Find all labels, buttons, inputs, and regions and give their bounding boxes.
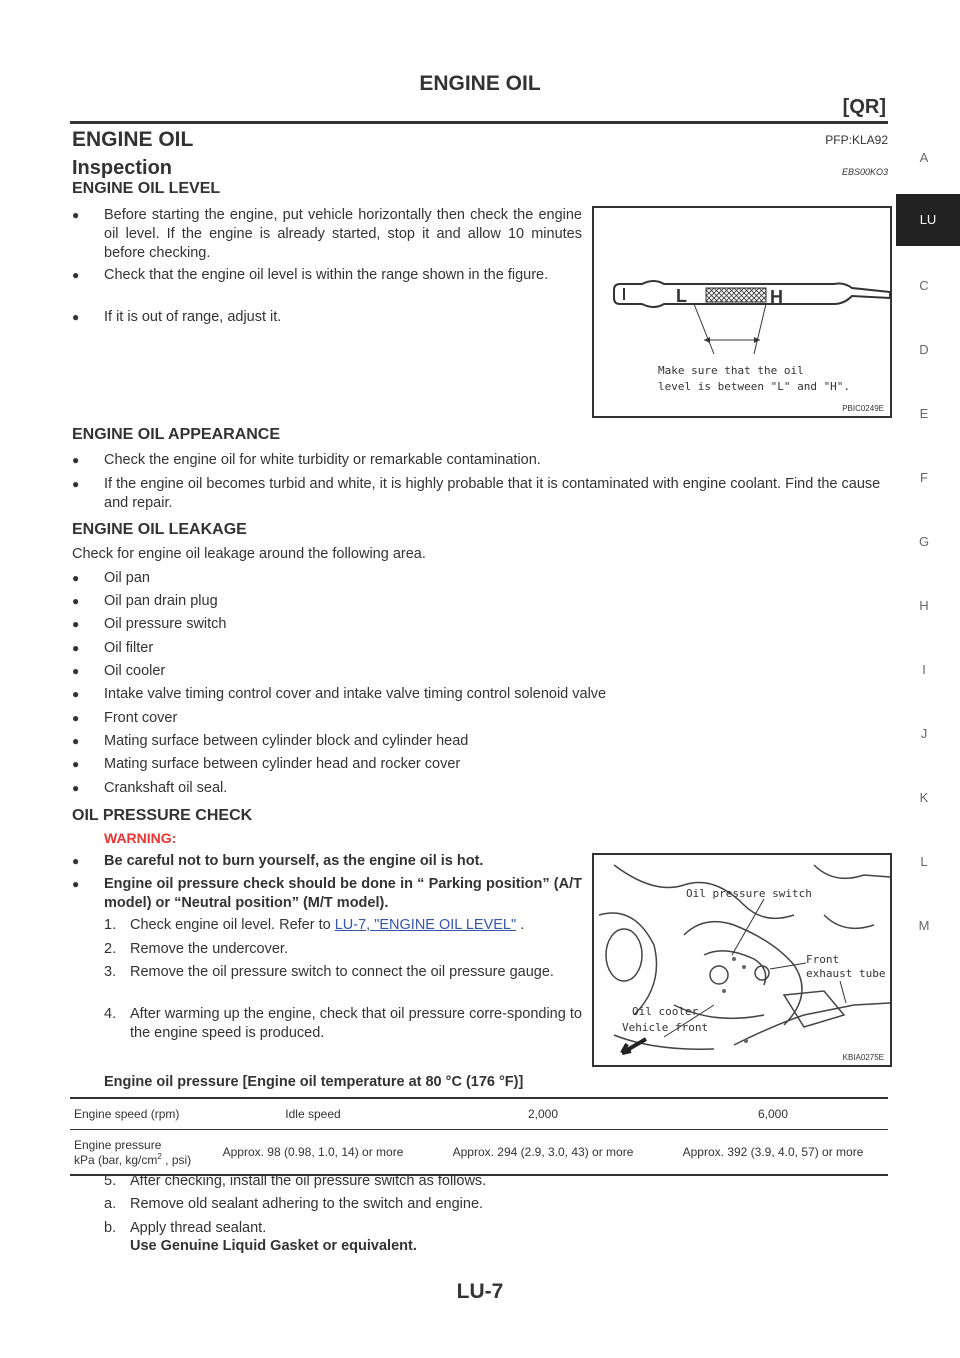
list-item: ● Crankshaft oil seal. (72, 780, 228, 796)
dipstick-figure (592, 206, 892, 418)
list-item: ● Check that the engine oil level is within the range shown in the figure. (72, 267, 549, 283)
bullet-icon: ● (72, 208, 80, 222)
part-code: PFP:KLA92 (825, 133, 888, 147)
svg-text:Oil pressure switch: Oil pressure switch (686, 887, 812, 900)
pressure-check-heading: OIL PRESSURE CHECK (72, 807, 253, 824)
list-item: ● Before starting the engine, put vehicle horizontally then check the engine oil level. If the engine is already started, stop it and allow 10 minutes before checking. (72, 207, 582, 261)
sidebar-index-lu-active[interactable]: LU (896, 194, 960, 246)
lu-7-engine-oil-level-link[interactable]: LU-7, "ENGINE OIL LEVEL" (334, 917, 517, 933)
svg-text:L: L (676, 286, 687, 306)
step-item: b. Apply thread sealant. (104, 1220, 267, 1236)
engine-bay-illustration (594, 855, 890, 1065)
bullet-icon: ● (72, 641, 80, 655)
bullet-icon: ● (72, 877, 80, 891)
bullet-icon: ● (72, 734, 80, 748)
list-item: ● Check the engine oil for white turbidity or remarkable contamination. (72, 452, 541, 468)
oil-appearance-heading: ENGINE OIL APPEARANCE (72, 426, 281, 443)
list-item: ● Oil filter (72, 640, 154, 656)
list-item: ● If the engine oil becomes turbid and white, it is highly probable that it is contaminated with engine coolant. Find the cause and repair. (72, 476, 881, 511)
bullet-icon: ● (72, 594, 80, 608)
bullet-icon: ● (72, 453, 80, 467)
sidebar-index-i[interactable]: I (922, 662, 926, 677)
bullet-icon: ● (72, 310, 80, 324)
oil-pressure-switch-figure (592, 853, 892, 1067)
sidebar-index-c[interactable]: C (919, 278, 929, 293)
list-item: ● Front cover (72, 710, 178, 726)
list-item: ● Mating surface between cylinder head and rocker cover (72, 756, 461, 772)
oil-leakage-heading: ENGINE OIL LEAKAGE (72, 521, 247, 538)
oil-level-heading: ENGINE OIL LEVEL (72, 180, 221, 197)
list-item: ● Mating surface between cylinder block and cylinder head (72, 733, 469, 749)
sidebar-index-j[interactable]: J (920, 726, 928, 741)
list-item: ● Oil cooler (72, 663, 166, 679)
step-item: 2. Remove the undercover. (104, 941, 288, 957)
svg-text:level is between "L" and "H".: level is between "L" and "H". (658, 380, 851, 393)
bullet-icon: ● (72, 781, 80, 795)
model-code: [QR] (842, 96, 886, 118)
bullet-icon: ● (72, 268, 80, 282)
section-title: ENGINE OIL (72, 128, 194, 151)
sidebar-index-e[interactable]: E (919, 406, 929, 421)
svg-text:Oil cooler: Oil cooler (632, 1005, 699, 1018)
sidebar-index-h[interactable]: H (919, 598, 929, 613)
table-row: Engine speed (rpm) Idle speed 2,000 6,000 (70, 1098, 888, 1130)
list-item: ● Oil pan (72, 570, 150, 586)
warning-label: WARNING: (104, 830, 177, 846)
page-number: LU-7 (456, 1280, 504, 1303)
sidebar-index-m[interactable]: M (918, 918, 930, 933)
svg-text:H: H (770, 287, 783, 307)
sidebar-index-g[interactable]: G (918, 534, 930, 549)
inspection-code: EBS00KO3 (841, 167, 888, 177)
list-item: ● Intake valve timing control cover and intake valve timing control solenoid valve (72, 686, 607, 702)
sealant-note: Use Genuine Liquid Gasket or equivalent. (130, 1238, 417, 1254)
table-title: Engine oil pressure [Engine oil temperature at 80 °C (176 °F)] (104, 1074, 524, 1090)
table-row: Engine pressure kPa (bar, $kg/cm^2$ , psi) Approx. 98 (0.98, 1.0, 14) or more Approx. 294 (2.9, 3.0, 43) or more Approx. 392 (3.9, 4.0, 57) or more (70, 1130, 888, 1176)
step-item: 4. After warming up the engine, check that oil pressure corre-sponding to the engine speed is produced. (104, 1006, 582, 1041)
oil-pressure-table (70, 1097, 888, 1176)
sidebar-index-f[interactable]: F (920, 470, 928, 485)
page-header-title: ENGINE OIL (419, 72, 541, 95)
step-item: 5. After checking, install the oil pressure switch as follows. (104, 1173, 487, 1189)
svg-text:Make sure that the oil: Make sure that the oil (658, 364, 804, 377)
step-item: 1. Check engine oil level. Refer to LU-7, "ENGINE OIL LEVEL" . (104, 917, 525, 933)
warning-item: ● Engine oil pressure check should be done in “ Parking position” (A/T model) or “Neutral position” (M/T model). (72, 876, 582, 911)
bullet-icon: ● (72, 757, 80, 771)
bullet-icon: ● (72, 664, 80, 678)
header-divider (70, 121, 888, 124)
oil-leakage-intro: Check for engine oil leakage around the following area. (72, 546, 426, 562)
bullet-icon: ● (72, 617, 80, 631)
bullet-icon: ● (72, 854, 80, 868)
sidebar-index-a[interactable]: A (919, 150, 929, 165)
sidebar-index-k[interactable]: K (919, 790, 929, 805)
list-item: ● Oil pressure switch (72, 616, 227, 632)
step-item: 3. Remove the oil pressure switch to connect the oil pressure gauge. (104, 964, 554, 980)
svg-text:Vehicle front: Vehicle front (622, 1021, 709, 1034)
inspection-heading: Inspection (72, 157, 173, 179)
sidebar-index-d[interactable]: D (919, 342, 929, 357)
list-item: ● Oil pan drain plug (72, 593, 218, 609)
step-item: a. Remove old sealant adhering to the switch and engine. (104, 1196, 484, 1212)
svg-text:Front: Front (806, 953, 840, 966)
figure-code: PBIC0249E (842, 404, 884, 413)
list-item: ● If it is out of range, adjust it. (72, 309, 282, 325)
bullet-icon: ● (72, 477, 80, 491)
warning-item: ● Be careful not to burn yourself, as the engine oil is hot. (72, 853, 484, 869)
sidebar-index-l[interactable]: L (920, 854, 928, 869)
figure-code: KBIA0275E (842, 1053, 884, 1062)
bullet-icon: ● (72, 711, 80, 725)
bullet-icon: ● (72, 571, 80, 585)
dipstick-illustration (594, 208, 890, 416)
bullet-icon: ● (72, 687, 80, 701)
svg-text:exhaust tube: exhaust tube (806, 967, 886, 980)
